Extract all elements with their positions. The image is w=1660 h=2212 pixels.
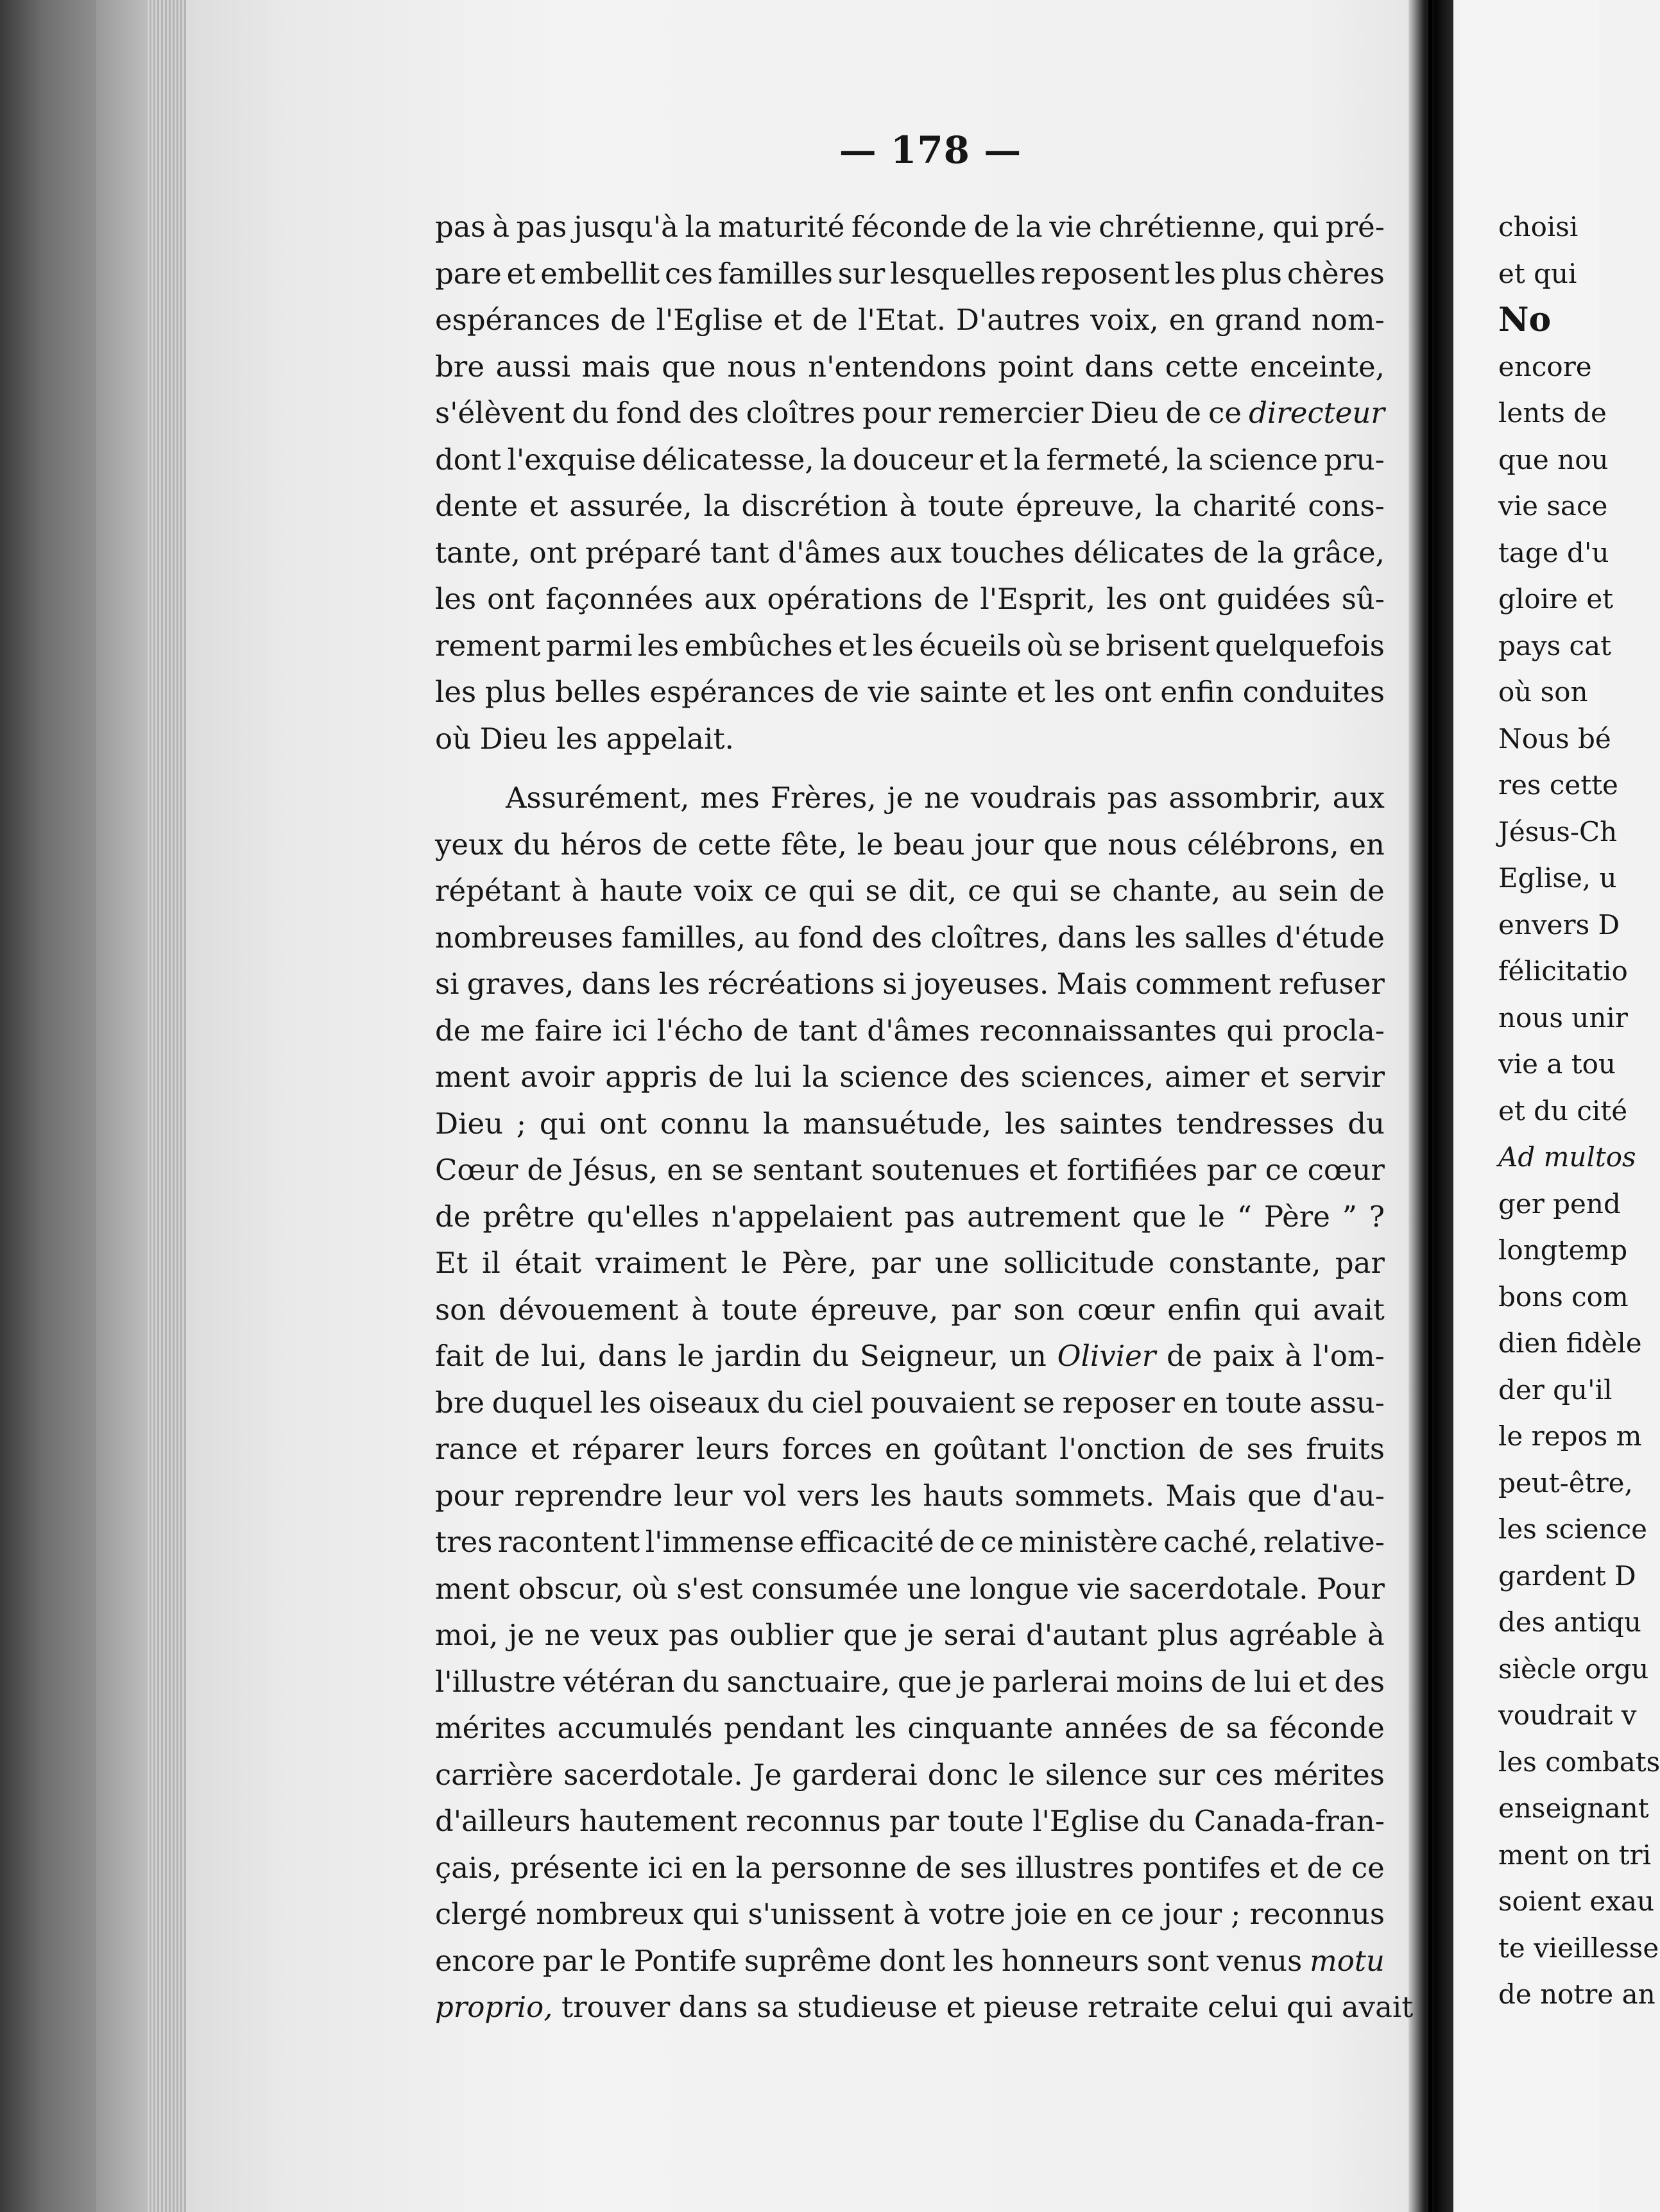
facing-page-line: ment on tri <box>1498 1839 1652 1871</box>
facing-page-line: encore <box>1498 350 1592 382</box>
text-line: moi, je ne veux pas oublier que je serai d'autant plus agréable à <box>435 1618 1385 1652</box>
text-line: tante, ont préparé tant d'âmes aux touches délicates de la grâce, <box>435 535 1385 570</box>
facing-page-line: enseignant <box>1498 1792 1649 1824</box>
text-line: Assurément, mes Frères, je ne voudrais pas assombrir, aux <box>506 781 1385 815</box>
facing-page-line: les science <box>1498 1513 1647 1545</box>
text-line: espérances de l'Eglise et de l'Etat. D'autres voix, en grand nom- <box>435 303 1385 337</box>
text-line: nombreuses familles, au fond des cloîtres, dans les salles d'étude <box>435 920 1385 955</box>
text-line: si graves, dans les récréations si joyeuses. Mais comment refuser <box>435 967 1385 1001</box>
text-line: yeux du héros de cette fête, le beau jour que nous célébrons, en <box>435 827 1385 862</box>
facing-page-line: que nou <box>1498 443 1609 475</box>
text-line: les plus belles espérances de vie sainte et les ont enfin conduites <box>435 675 1385 709</box>
facing-page-line: peut-être, <box>1498 1467 1633 1499</box>
text-line: où Dieu les appelait. <box>435 721 734 756</box>
facing-page-line: et du cité <box>1498 1094 1628 1127</box>
text-line: rement parmi les embûches et les écueils où se brisent quelquefois <box>435 628 1385 663</box>
facing-page-line: ger pend <box>1498 1187 1621 1220</box>
paragraph <box>435 204 1385 762</box>
facing-page-line: siècle orgu <box>1498 1653 1649 1685</box>
text-line: bre aussi mais que nous n'entendons point dans cette enceinte, <box>435 349 1385 384</box>
facing-page-line: res cette <box>1498 769 1618 801</box>
gutter-rule <box>1428 0 1432 2212</box>
facing-page-line: lents de <box>1498 397 1607 429</box>
facing-page-line: des antiqu <box>1498 1606 1641 1638</box>
text-line: mérites accumulés pendant les cinquante années de sa féconde <box>435 1711 1385 1745</box>
facing-page-line: voudrait v <box>1498 1699 1637 1731</box>
page-stack-edges <box>148 0 186 2212</box>
facing-page-line: nous unir <box>1498 1001 1628 1034</box>
text-line: proprio, trouver dans sa studieuse et pieuse retraite celui qui avait <box>435 1990 1414 2024</box>
facing-page-line: de notre an <box>1498 1978 1656 2010</box>
book-edge-shadow <box>0 0 96 2212</box>
facing-page-line: pays cat <box>1498 629 1611 661</box>
text-line: tres racontent l'immense efficacité de ce ministère caché, relative- <box>435 1525 1385 1559</box>
page-number: — 178 — <box>839 128 1022 172</box>
facing-page-line: te vieillesse <box>1498 1932 1659 1964</box>
facing-page-line: soient exau <box>1498 1885 1655 1917</box>
facing-page-line: le repos m <box>1498 1420 1642 1452</box>
text-line: dont l'exquise délicatesse, la douceur et la fermeté, la science pru- <box>435 442 1385 477</box>
text-line: s'élèvent du fond des cloîtres pour remercier Dieu de ce directeur <box>435 396 1385 430</box>
text-line: Dieu ; qui ont connu la mansuétude, les saintes tendresses du <box>435 1106 1385 1141</box>
text-line: pas à pas jusqu'à la maturité féconde de la vie chrétienne, qui pré- <box>435 210 1385 244</box>
facing-page-line: vie a tou <box>1498 1048 1616 1080</box>
main-text-block <box>435 204 1414 2031</box>
book-edge <box>96 0 148 2212</box>
text-line: Cœur de Jésus, en se sentant soutenues et fortifiées par ce cœur <box>435 1153 1385 1187</box>
facing-page-line: No <box>1498 300 1552 339</box>
facing-page-text <box>1498 204 1660 2018</box>
facing-page-line: tage d'u <box>1498 536 1609 568</box>
facing-page-line: félicitatio <box>1498 955 1628 987</box>
facing-page-line: Nous bé <box>1498 722 1611 754</box>
text-line: les ont façonnées aux opérations de l'Esprit, les ont guidées sû- <box>435 582 1385 616</box>
text-line: de me faire ici l'écho de tant d'âmes reconnaissantes qui procla- <box>435 1013 1385 1048</box>
facing-page-line: les combats <box>1498 1746 1660 1778</box>
text-line: çais, présente ici en la personne de ses illustres pontifes et de ce <box>435 1850 1385 1885</box>
text-line: de prêtre qu'elles n'appelaient pas autrement que le “ Père ” ? <box>435 1199 1385 1234</box>
text-line: carrière sacerdotale. Je garderai donc le silence sur ces mérites <box>435 1757 1385 1792</box>
facing-page-line: choisi <box>1498 211 1579 242</box>
text-line: pour reprendre leur vol vers les hauts sommets. Mais que d'au- <box>435 1478 1385 1513</box>
facing-page-line: Ad multos <box>1498 1141 1636 1173</box>
text-line: rance et réparer leurs forces en goûtant l'onction de ses fruits <box>435 1432 1385 1466</box>
text-line: d'ailleurs hautement reconnus par toute l'Eglise du Canada-fran- <box>435 1804 1385 1838</box>
facing-page-line: gloire et <box>1498 583 1614 615</box>
facing-page-line: gardent D <box>1498 1560 1636 1592</box>
text-line: ment obscur, où s'est consumée une longue vie sacerdotale. Pour <box>435 1571 1385 1606</box>
text-line: ment avoir appris de lui la science des sciences, aimer et servir <box>435 1060 1385 1094</box>
text-line: pare et embellit ces familles sur lesquelles reposent les plus chères <box>435 256 1385 291</box>
text-line: clergé nombreux qui s'unissent à votre joie en ce jour ; reconnus <box>435 1897 1385 1931</box>
facing-page-line: où son <box>1498 676 1588 708</box>
facing-page-line: Jésus-Ch <box>1498 815 1618 847</box>
text-line: encore par le Pontife suprême dont les honneurs sont venus motu <box>435 1943 1385 1978</box>
facing-page-line: et qui <box>1498 257 1577 289</box>
facing-page-line: longtemp <box>1498 1234 1628 1266</box>
text-line: Et il était vraiment le Père, par une sollicitude constante, par <box>435 1246 1385 1280</box>
facing-page-line: bons com <box>1498 1280 1629 1313</box>
facing-page-line: der qu'il <box>1498 1374 1613 1406</box>
paragraph-gap <box>435 762 1385 775</box>
text-line: l'illustre vétéran du sanctuaire, que je parlerai moins de lui et des <box>435 1664 1385 1699</box>
facing-page-line: vie sace <box>1498 490 1608 522</box>
text-line: fait de lui, dans le jardin du Seigneur, un Olivier de paix à l'om- <box>435 1339 1385 1373</box>
facing-page-line: envers D <box>1498 908 1620 940</box>
facing-page-line: Eglise, u <box>1498 862 1617 894</box>
text-line: son dévouement à toute épreuve, par son cœur enfin qui avait <box>435 1292 1385 1327</box>
paragraph <box>435 775 1414 2031</box>
text-line: bre duquel les oiseaux du ciel pouvaient se reposer en toute assu- <box>435 1385 1385 1420</box>
text-line: répétant à haute voix ce qui se dit, ce qui se chante, au sein de <box>435 874 1385 908</box>
text-line: dente et assurée, la discrétion à toute épreuve, la charité cons- <box>435 489 1385 523</box>
facing-page-line: dien fidèle <box>1498 1327 1642 1359</box>
